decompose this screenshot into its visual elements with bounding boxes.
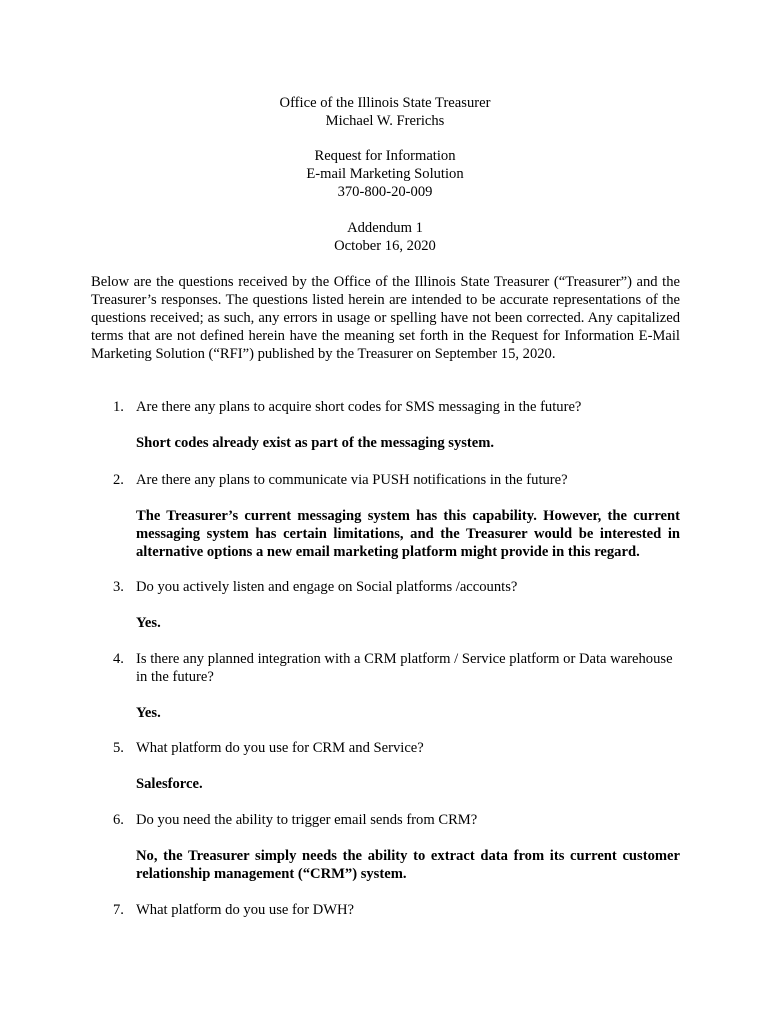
question-number: 2. — [113, 472, 124, 488]
header-block-addendum — [0, 219, 770, 255]
addendum-label: Addendum 1 — [347, 220, 423, 236]
office-name: Office of the Illinois State Treasurer — [279, 95, 491, 111]
question-number: 5. — [113, 740, 124, 756]
qa-item-7 — [91, 901, 680, 919]
question-text: Do you need the ability to trigger email sends from CRM? — [136, 812, 478, 828]
answer-text: Salesforce. — [136, 776, 203, 792]
request-number: 370-800-20-009 — [337, 184, 433, 200]
question-row — [91, 901, 680, 919]
qa-item-1 — [91, 398, 680, 452]
answer-text: No, the Treasurer simply needs the ability to extract data from its current customer relationship management (“CRM”) system. — [136, 848, 680, 882]
qa-item-3 — [91, 578, 680, 632]
qa-item-4 — [91, 650, 680, 722]
question-text: Are there any plans to communicate via PUSH notifications in the future? — [136, 472, 568, 488]
question-row — [91, 739, 680, 757]
question-number: 4. — [113, 651, 124, 667]
question-row — [91, 650, 680, 686]
answer-text: Yes. — [136, 705, 161, 721]
question-row — [91, 398, 680, 416]
question-row — [91, 578, 680, 596]
treasurer-name: Michael W. Frerichs — [325, 113, 445, 129]
question-number: 1. — [113, 399, 124, 415]
question-number: 7. — [113, 902, 124, 918]
question-text: What platform do you use for CRM and Service? — [136, 740, 424, 756]
question-text: Is there any planned integration with a CRM platform / Service platform or Data warehouse in the future? — [136, 651, 673, 685]
header-block-request — [0, 147, 770, 201]
question-number: 6. — [113, 812, 124, 828]
qa-item-2 — [91, 471, 680, 561]
answer-text: The Treasurer’s current messaging system has this capability. However, the current messaging system has certain limitations, and the Treasurer would be interested in alternative options a new email marketing platform might provide in this regard. — [136, 508, 680, 560]
solution-title: E-mail Marketing Solution — [306, 166, 464, 182]
header-block-office — [0, 94, 770, 130]
question-row — [91, 811, 680, 829]
qa-item-6 — [91, 811, 680, 883]
question-text: Are there any plans to acquire short codes for SMS messaging in the future? — [136, 399, 582, 415]
addendum-date: October 16, 2020 — [334, 238, 436, 254]
qa-item-5 — [91, 739, 680, 793]
intro-paragraph: Below are the questions received by the Office of the Illinois State Treasurer (“Treasurer”) and the Treasurer’s responses. The questions listed herein are intended to be accurate representations of the questions received; as such, any errors in usage or spelling have not been corrected. Any capitalized terms that are not defined herein have the meaning set forth in the Request for Information E-Mail Marketing Solution (“RFI”) published by the Treasurer on September 15, 2020. — [91, 274, 680, 362]
answer-text: Short codes already exist as part of the messaging system. — [136, 435, 495, 451]
question-number: 3. — [113, 579, 124, 595]
question-text: Do you actively listen and engage on Social platforms /accounts? — [136, 579, 518, 595]
question-row — [91, 471, 680, 489]
answer-text: Yes. — [136, 615, 161, 631]
question-text: What platform do you use for DWH? — [136, 902, 355, 918]
request-title: Request for Information — [314, 148, 456, 164]
